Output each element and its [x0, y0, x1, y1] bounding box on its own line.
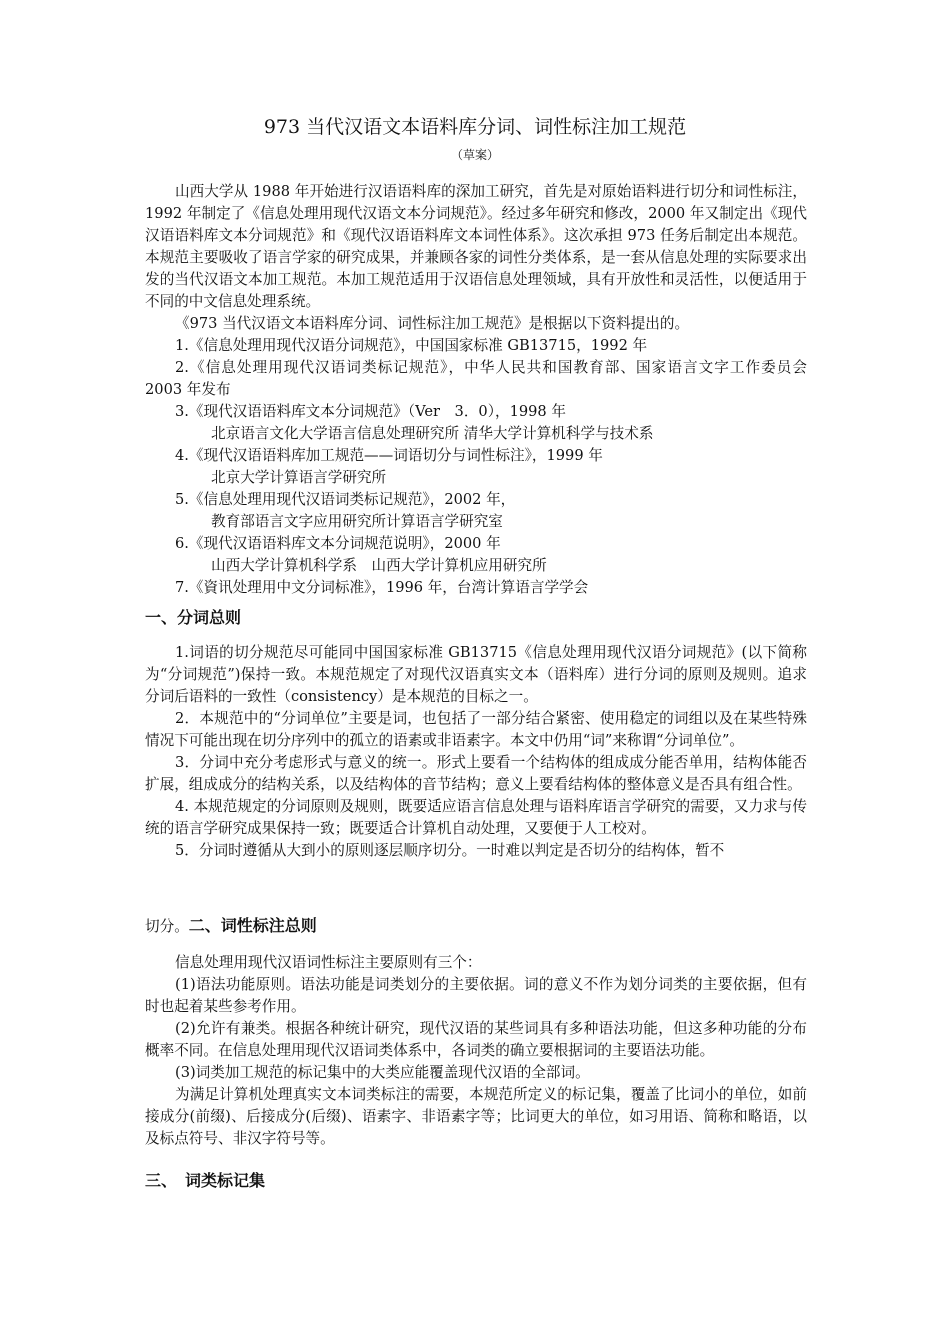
reference-item: 7.《資讯处理用中文分词标准》，1996 年，台湾计算语言学学会 — [175, 579, 589, 596]
intro-block — [145, 181, 807, 599]
document-title: 973 当代汉语文本语料库分词、词性标注加工规范 — [263, 116, 687, 138]
section-1-paragraph: 4. 本规范规定的分词原则及规则，既要适应语言信息处理与语料库语言学研究的需要，又力求与传统的语言学研究成果保持一致；既要适合计算机自动处理，又要便于人工校对。 — [145, 798, 807, 837]
reference-org: 教育部语言文字应用研究所计算语言学研究室 — [211, 513, 503, 530]
reference-item: 3.《现代汉语语料库文本分词规范》（Ver 3．0），1998 年 — [175, 403, 566, 420]
reference-org: 山西大学计算机科学系 山西大学计算机应用研究所 — [211, 557, 547, 574]
section-1-paragraph: 2．本规范中的“分词单位”主要是词，也包括了一部分结合紧密、使用稳定的词组以及在某些特殊情况下可能出现在切分序列中的孤立的语素或非语素字。本文中仍用“词”来称谓“分词单位”。 — [145, 710, 807, 749]
section-2-body — [145, 952, 807, 1150]
section-2-paragraph: (3)词类加工规范的标记集中的大类应能覆盖现代汉语的全部词。 — [175, 1064, 590, 1081]
reference-item: 2.《信息处理用现代汉语词类标记规范》，中华人民共和国教育部、国家语言文字工作委员会 2003 年发布 — [145, 359, 807, 398]
section-heading-1: 一、分词总则 — [145, 608, 242, 627]
basis-paragraph: 《973 当代汉语文本语料库分词、词性标注加工规范》是根据以下资料提出的。 — [175, 315, 690, 332]
reference-item: 5.《信息处理用现代汉语词类标记规范》，2002 年， — [175, 491, 516, 508]
section-1-paragraph: 5．分词时遵循从大到小的原则逐层顺序切分。一时难以判定是否切分的结构体，暂不 — [175, 842, 725, 859]
section-heading-2: 二、词性标注总则 — [188, 916, 317, 935]
reference-org: 北京大学计算语言学研究所 — [211, 469, 387, 486]
section-2-paragraph: (2)允许有兼类。根据各种统计研究，现代汉语的某些词具有多种语法功能，但这多种功能的分布概率不同。在信息处理用现代汉语词类体系中，各词类的确立要根据词的主要语法功能。 — [145, 1020, 807, 1059]
section-2-paragraph: 信息处理用现代汉语词性标注主要原则有三个： — [175, 954, 482, 971]
reference-org: 北京语言文化大学语言信息处理研究所 清华大学计算机科学与技术系 — [211, 425, 654, 442]
reference-item: 6.《现代汉语语料库文本分词规范说明》，2000 年 — [175, 535, 501, 552]
section-1-paragraph: 1.词语的切分规范尽可能同中国国家标准 GB13715《信息处理用现代汉语分词规范》(以下简称为“分词规范”)保持一致。本规范规定了对现代汉语真实文本（语料库）进行分词的原则及规则。追求分词后语料的一致性（consistency）是本规范的目标之一。 — [145, 644, 807, 705]
section-heading-3: 三、 词类标记集 — [145, 1171, 266, 1190]
reference-item: 4.《现代汉语语料库加工规范——词语切分与词性标注》，1999 年 — [175, 447, 603, 464]
intro-paragraph: 山西大学从 1988 年开始进行汉语语料库的深加工研究，首先是对原始语料进行切分和词性标注，1992 年制定了《信息处理用现代汉语文本分词规范》。经过多年研究和修改，2000 年又制定出《现代汉语语料库文本分词规范》和《现代汉语语料库文本词性体系》。这次承担 973 任务后制定出本规范。本规范主要吸收了语言学家的研究成果，并兼顾各家的词性分类体系，是一套从信息处理的实际要求出发的当代汉语文本加工规范。本加工规范适用于汉语信息处理领域，具有开放性和灵活性，以便适用于不同的中文信息处理系统。 — [145, 183, 807, 310]
section-1-paragraph: 3．分词中充分考虑形式与意义的统一。形式上要看一个结构体的组成成分能否单用，结构体能否扩展，组成成分的结构关系，以及结构体的音节结构；意义上要看结构体的整体意义是否具有组合性。 — [145, 754, 807, 793]
document-subtitle: （草案） — [450, 148, 499, 162]
section-1-body — [145, 642, 807, 862]
section-2-heading-line — [145, 914, 317, 939]
section-2-paragraph: 为满足计算机处理真实文本词类标注的需要，本规范所定义的标记集，覆盖了比词小的单位，如前接成分(前缀)、后接成分(后缀)、语素字、非语素字等；比词更大的单位，如习用语、简称和略语，以及标点符号、非汉字符号等。 — [145, 1086, 807, 1147]
section-2-paragraph: (1)语法功能原则。语法功能是词类划分的主要依据。词的意义不作为划分词类的主要依据，但有时也起着某些参考作用。 — [145, 976, 807, 1015]
section-1-tail: 切分。 — [145, 918, 189, 935]
reference-item: 1.《信息处理用现代汉语分词规范》，中国国家标准 GB13715，1992 年 — [175, 337, 648, 354]
